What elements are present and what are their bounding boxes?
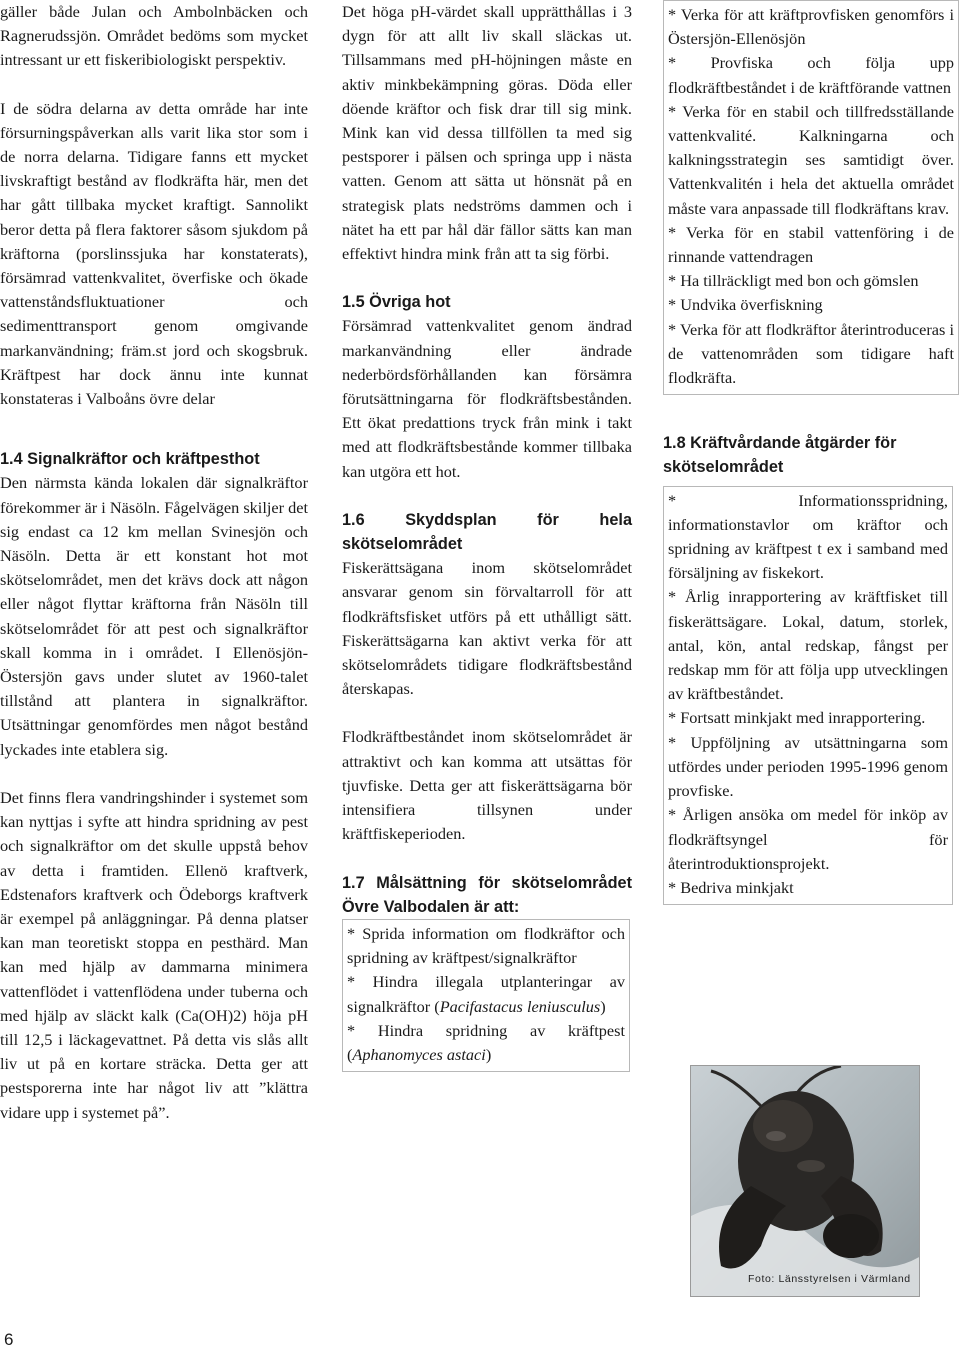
ph-paragraph: Det höga pH-värdet skall upprätthållas i 3 dygn för att allt liv skall släckas ut. Tillsammans med pH-höjningen måste en aktiv minkbekämpning göras. Döda eller döende kräftor och fisk drar till sig mink. Mink kan vid dessa tillföllen ta med sig pestsporer i pälsen och springa upp i nästa vatten. Genom att sätta ut hönsnät på en strategisk plats nedströms dammen och i nätet ha ett par hål där fällor sätts kan man effektivt hindra mink från att ta sig förbi. bbox=[342, 2, 632, 264]
page-number: 6 bbox=[4, 1330, 14, 1349]
action-item: * Informationsspridning, informationstavlor om kräftor och spridning av kräftpest t ex i samband med försäljning av fiskekort. bbox=[668, 490, 948, 583]
section-heading-1-7: 1.7 Målsättning för skötselområdet Övre Valbodalen är att: bbox=[342, 873, 632, 916]
action-item: * Fortsatt minkjakt med inrapportering. bbox=[668, 708, 926, 728]
right-column bbox=[663, 0, 960, 905]
action-item: * Uppföljning av utsättningarna som utfördes under perioden 1995-1996 genom provfiske. bbox=[668, 732, 948, 801]
section-heading-1-4: 1.4 Signalkräftor och kräftpesthot bbox=[0, 450, 260, 469]
measure-item: * Verka för en stabil och tillfredsställande vattenkvalité. Kalkningarna och kalkningsstrategin ses samtidigt över. Vattenkvalitén i hela det aktuella området måste vara anpassade till flodkräftans krav. bbox=[668, 101, 954, 218]
crayfish-image bbox=[691, 1066, 920, 1297]
section-heading-1-6: 1.6 Skyddsplan för hela skötselområdet bbox=[342, 510, 632, 554]
measure-item: * Ha tillräckligt med bon och gömslen bbox=[668, 271, 919, 291]
action-item: * Bedriva minkjakt bbox=[668, 877, 794, 897]
measure-item: * Verka för en stabil vattenföring i de rinnande vattendragen bbox=[668, 222, 954, 267]
crayfish-photo bbox=[690, 1065, 920, 1297]
protection-plan-paragraph: Fiskerättsägana inom skötselområdet ansvarar genom sin förvaltarroll för att flodkräftsfisket utförs på ett uthålligt sätt. Fiskerättsägarna kan aktivt verka för att skötselområdets tidigare flodkräftsbestånd återskapas. bbox=[342, 558, 632, 699]
photo-credit: Foto: Länsstyrelsen i Värmland bbox=[748, 1273, 911, 1285]
measure-item: * Verka för att kräftprovfisken genomförs i Östersjön-Ellenösjön bbox=[668, 5, 954, 49]
other-threats-paragraph: Försämrad vattenkvalitet genom ändrad markanvändning eller ändrade nederbördsförhållanden kan försämra förutsättningarna för flodkräftsbestånden. Ett ökat predattions tryck från mink i takt med att flodkräftsbestånde kommer tillbaka kan utgöra ett hot. bbox=[342, 316, 632, 481]
section-heading-1-8: 1.8 Kräftvårdande åtgärder för skötselområdet bbox=[663, 434, 897, 477]
left-column bbox=[0, 0, 308, 1125]
goal-item: * Hindra spridning av kräftpest (Aphanomyces astaci) bbox=[347, 1020, 625, 1064]
measure-item: * Provfiska och följa upp flodkräftbeståndet i de kräftförande vattnen bbox=[668, 53, 954, 97]
goal-item: * Sprida information om flodkräftor och spridning av kräftpest/signalkräftor bbox=[347, 923, 625, 968]
signal-crayfish-paragraph: Den närmsta kända lokalen där signalkräftor förekommer är i Näsöln. Fågelvägen skiljer det sig endast ca 12 km mellan Svinesjön och Näsöln. Detta är ett konstant hot mot skötselområdet, men det krävs dock att någon eller något flyttar kräftorna från Näsöln till skötselområdet för att pest och signalkräftor skall komma in i området. I Ellenösjön-Östersjön gavs under slutet av 1960-talet tillstånd att plantera in signalkräftor. Utsättningar genomfördes men något bestånd lyckades inte etablera sig. bbox=[0, 473, 308, 759]
measure-item: * Undvika överfiskning bbox=[668, 295, 823, 315]
measure-item: * Verka för att flodkräftor återintroduceras i de vattenområden som tidigare haft flodkräfta. bbox=[668, 319, 954, 388]
intro-paragraph: gäller både Julan och Ambolnbäcken och Ragnerudssjön. Området bedöms som mycket intressant ur ett fiskeribiologiskt perspektiv. bbox=[0, 2, 308, 70]
measures-box bbox=[663, 0, 959, 395]
migration-barriers-paragraph: Det finns flera vandringshinder i systemet som kan nyttjas i syfte att hindra spridning av pest och signalkräftor om det skulle uppstå behov av detta i framtiden. Ellenö kraftverk, Edstenafors kraftverk och Ödeborgs kraftverk är exempel på anläggningar. På denna platser kan man teoretiskt stoppa en pesthärd. Man kan med hjälp av dammarna minimera vattenflödet i vattenflödena under tuberna och med hjälp av släckt kalk (Ca(OH)2) höja pH till 12,5 i läckagevattnet. På detta vis slås allt liv ut på en kortare sträcka. Detta ger att pestsporerna inte har något liv att ”klättra vidare upp i systemet på”. bbox=[0, 787, 308, 1122]
goals-box bbox=[342, 919, 630, 1072]
action-item: * Årlig inrapportering av kräftfisket till fiskerättsägare. Lokal, datum, storlek, antal, kön, antal redskap, fångst per redskap mm för att följa upp utvecklingen av kräftbeståndet. bbox=[668, 587, 948, 704]
actions-box bbox=[663, 486, 953, 905]
section-heading-1-5: 1.5 Övriga hot bbox=[342, 293, 451, 312]
southern-parts-paragraph: I de södra delarna av detta område har inte försurningspåverkan alls varit lika stor som i de norra delarna. Tidigare fanns ett mycket livskraftigt bestånd av flodkräfta här, men det har gått tillbaka mycket kraftigt. Sannolikt beror detta på flera faktorer såsom sjukdom på kräftorna (porslinssjuka har konstaterats), försämrad vattenkvalitet, överfiske och ökade vattenståndsfluktuationer och sedimenttransport genom omgivande markanvändning; främ.st jord och skogsbruk. Kräftpest har dock ännu inte kunnat konstateras i Valboåns övre delar bbox=[0, 98, 308, 409]
action-item: * Årligen ansöka om medel för inköp av flodkräftsyngel för återintroduktionsprojekt. bbox=[668, 805, 948, 873]
poaching-paragraph: Flodkräftbeståndet inom skötselområdet är attraktivt och kan komma att utsättas för tjuvfiske. Detta ger att fiskerättsägarna bör intensifiera tillsynen under kräftfiskeperioden. bbox=[342, 727, 632, 844]
goal-item: * Hindra illegala utplanteringar av signalkräftor (Pacifastacus leniusculus) bbox=[347, 972, 625, 1016]
middle-column bbox=[342, 0, 632, 1072]
